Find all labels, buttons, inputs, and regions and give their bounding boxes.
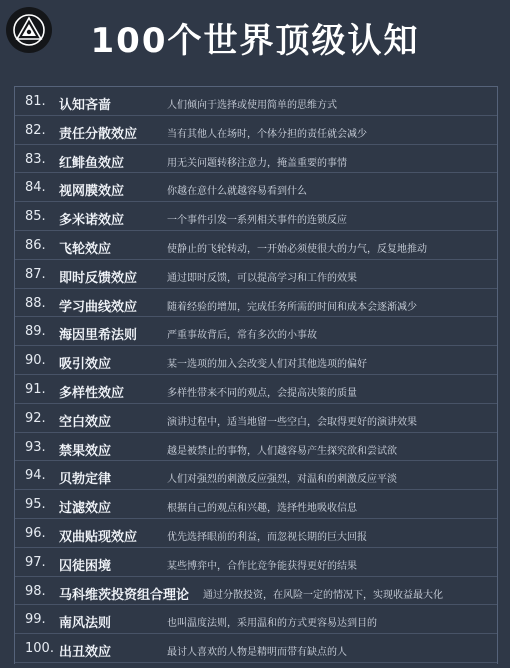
item-number: 98. bbox=[25, 583, 46, 599]
item-number: 91. bbox=[25, 381, 46, 397]
item-term: 红鲱鱼效应 bbox=[59, 155, 125, 171]
item-number: 88. bbox=[25, 295, 46, 311]
item-term: 过滤效应 bbox=[59, 501, 112, 517]
item-description: 人们倾向于选择或使用简单的思维方式 bbox=[167, 100, 337, 111]
item-term: 认知吝啬 bbox=[59, 98, 112, 113]
item-description: 根据自己的观点和兴趣，选择性地吸收信息 bbox=[167, 503, 357, 515]
item-number: 97. bbox=[25, 554, 46, 570]
item-description: 演讲过程中，适当地留一些空白，会取得更好的演讲效果 bbox=[167, 416, 417, 428]
item-description: 最讨人喜欢的人物是精明而带有缺点的人 bbox=[167, 647, 347, 659]
list-item bbox=[15, 173, 497, 202]
item-description: 优先选择眼前的利益，而忽视长期的巨大回报 bbox=[167, 531, 367, 543]
list-item bbox=[15, 461, 497, 490]
item-term: 双曲贴现效应 bbox=[59, 529, 138, 545]
item-term: 学习曲线效应 bbox=[59, 299, 138, 315]
list-item bbox=[15, 317, 497, 346]
item-description: 也叫温度法则，采用温和的方式更容易达到目的 bbox=[167, 618, 377, 630]
item-term: 贝勃定律 bbox=[59, 472, 112, 488]
item-number: 86. bbox=[25, 237, 46, 253]
list-item bbox=[15, 145, 497, 174]
item-description: 某些博弈中，合作比竞争能获得更好的结果 bbox=[167, 560, 357, 572]
item-description: 人们对强烈的刺激反应强烈，对温和的刺激反应平淡 bbox=[167, 474, 397, 486]
item-term: 出丑效应 bbox=[59, 645, 112, 661]
item-number: 82. bbox=[25, 122, 46, 138]
item-number: 92. bbox=[25, 410, 46, 426]
item-description: 一个事件引发一系列相关事件的连锁反应 bbox=[167, 215, 347, 227]
item-term: 飞轮效应 bbox=[59, 241, 112, 257]
item-description: 当有其他人在场时，个体分担的责任就会减少 bbox=[167, 128, 367, 140]
item-number: 95. bbox=[25, 497, 46, 513]
list-item bbox=[15, 87, 497, 116]
item-description: 严重事故背后，常有多次的小事故 bbox=[167, 330, 317, 342]
item-number: 84. bbox=[25, 180, 46, 196]
item-description: 多样性带来不同的观点，会提高决策的质量 bbox=[167, 387, 357, 399]
item-term: 海因里希法则 bbox=[59, 328, 138, 344]
item-number: 94. bbox=[25, 468, 46, 484]
item-number: 90. bbox=[25, 353, 46, 369]
item-term: 南风法则 bbox=[59, 616, 112, 632]
item-description: 你越在意什么就越容易看到什么 bbox=[167, 186, 307, 198]
item-term: 即时反馈效应 bbox=[59, 270, 138, 286]
item-number: 83. bbox=[25, 151, 46, 167]
item-description: 某一选项的加入会改变人们对其他选项的偏好 bbox=[167, 359, 367, 371]
list-item bbox=[15, 375, 497, 404]
item-term: 空白效应 bbox=[59, 414, 112, 430]
item-term: 多样性效应 bbox=[59, 385, 125, 401]
item-term: 责任分散效应 bbox=[59, 126, 138, 142]
list-item bbox=[15, 202, 497, 231]
list-item bbox=[15, 231, 497, 260]
item-term: 吸引效应 bbox=[59, 357, 112, 373]
list-item bbox=[15, 548, 497, 577]
list-item bbox=[15, 116, 497, 145]
item-number: 89. bbox=[25, 324, 46, 340]
list-item bbox=[15, 634, 497, 663]
list-item bbox=[15, 490, 497, 519]
item-term: 禁果效应 bbox=[59, 443, 112, 459]
item-number: 96. bbox=[25, 525, 46, 541]
item-number: 93. bbox=[25, 439, 46, 455]
item-number: 100. bbox=[25, 641, 54, 657]
item-description: 随着经验的增加，完成任务所需的时间和成本会逐渐减少 bbox=[167, 301, 417, 313]
item-number: 85. bbox=[25, 209, 46, 225]
list-item bbox=[15, 346, 497, 375]
item-term: 马科维茨投资组合理论 bbox=[59, 587, 190, 603]
list-item bbox=[15, 577, 497, 606]
item-description: 通过即时反馈，可以提高学习和工作的效果 bbox=[167, 272, 357, 284]
item-description: 用无关问题转移注意力，掩盖重要的事情 bbox=[167, 157, 347, 169]
item-description: 通过分散投资，在风险一定的情况下，实现收益最大化 bbox=[203, 589, 443, 601]
list-item bbox=[15, 289, 497, 318]
list-item bbox=[15, 519, 497, 548]
item-term: 视网膜效应 bbox=[59, 184, 125, 200]
list-item bbox=[15, 260, 497, 289]
item-description: 越是被禁止的事物，人们越容易产生探究欲和尝试欲 bbox=[167, 445, 397, 457]
item-term: 囚徒困境 bbox=[59, 558, 112, 574]
concept-list bbox=[14, 86, 498, 664]
list-item bbox=[15, 404, 497, 433]
list-item bbox=[15, 605, 497, 634]
page-title: 100个世界顶级认知 bbox=[90, 21, 420, 61]
list-item bbox=[15, 433, 497, 462]
item-term: 多米诺效应 bbox=[59, 213, 125, 229]
item-description: 使静止的飞轮转动，一开始必须使很大的力气，反复地推动 bbox=[167, 243, 427, 255]
item-number: 81. bbox=[25, 94, 46, 109]
item-number: 99. bbox=[25, 612, 46, 628]
item-number: 87. bbox=[25, 266, 46, 282]
